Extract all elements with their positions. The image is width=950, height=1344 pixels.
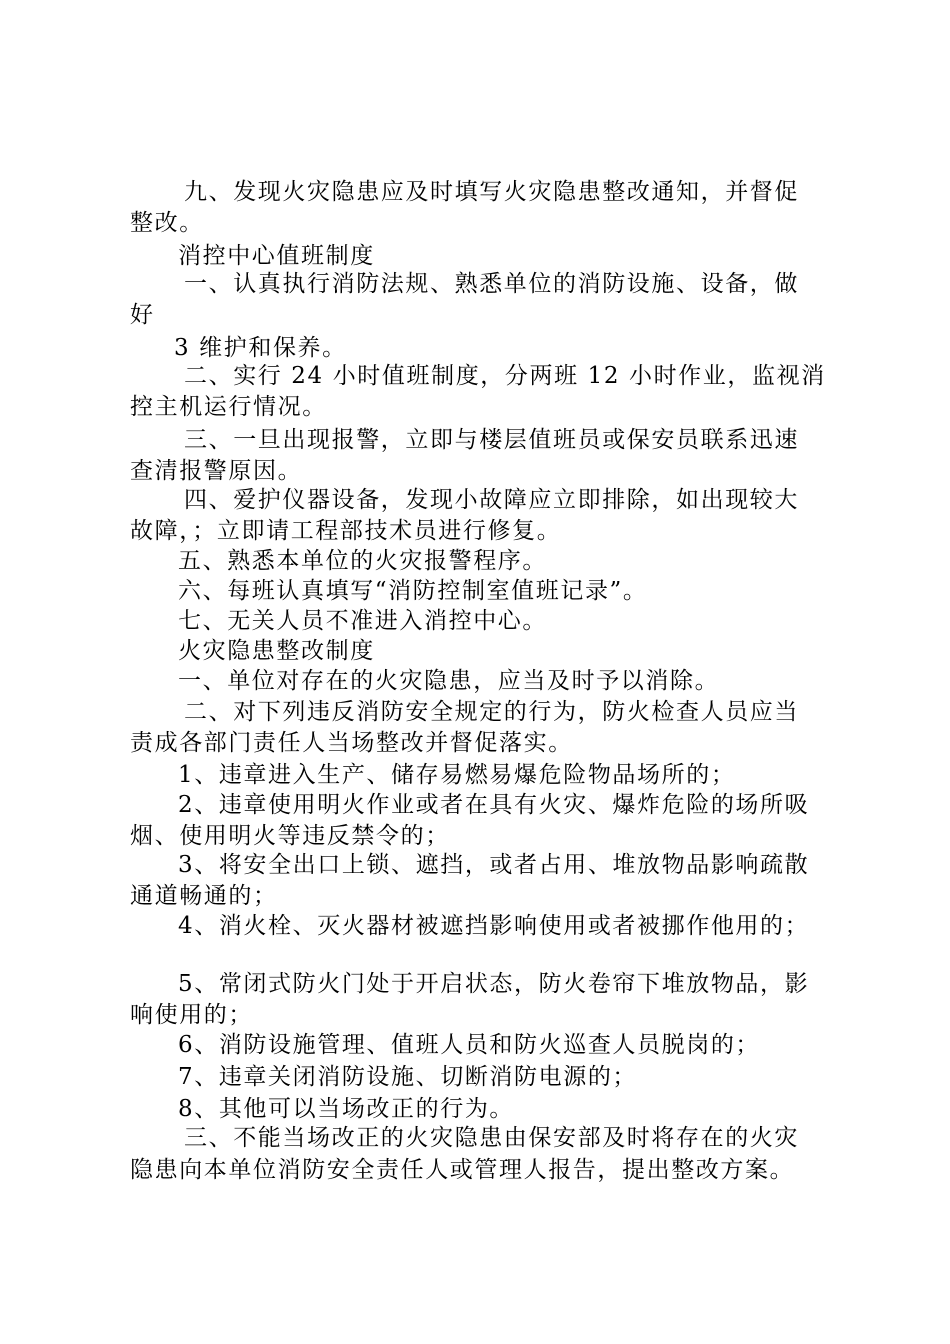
- paragraph-line: 查清报警原因。: [130, 458, 303, 484]
- paragraph-line: 责成各部门责任人当场整改并督促落实。: [130, 730, 573, 756]
- paragraph-line: 九、发现火灾隐患应及时填写火灾隐患整改通知，并督促: [184, 179, 799, 205]
- list-item-continuation: 通道畅通的；: [130, 883, 278, 909]
- section-heading: 消控中心值班制度: [178, 243, 375, 269]
- paragraph-line: 好: [130, 302, 155, 328]
- list-item: 5、常闭式防火门处于开启状态，防火卷帘下堆放物品，影: [178, 971, 810, 997]
- paragraph-line: 故障，；立即请工程部技术员进行修复。: [130, 518, 562, 544]
- paragraph-line: 六、每班认真填写“消防控制室值班记录”。: [178, 578, 648, 604]
- paragraph-line: 一、认真执行消防法规、熟悉单位的消防设施、设备，做: [184, 271, 799, 297]
- paragraph-line: 一、单位对存在的火灾隐患，应当及时予以消除。: [178, 668, 720, 694]
- list-item-continuation: 响使用的；: [130, 1002, 253, 1028]
- list-item: 7、违章关闭消防设施、切断消防电源的；: [178, 1064, 638, 1090]
- list-item: 1、违章进入生产、储存易燃易爆危险物品场所的；: [178, 762, 736, 788]
- list-item: 8、其他可以当场改正的行为。: [178, 1096, 515, 1122]
- paragraph-line: 四、爱护仪器设备，发现小故障应立即排除，如出现较大: [184, 487, 799, 513]
- paragraph-line: 3 维护和保养。: [174, 335, 347, 361]
- paragraph-line: 七、无关人员不准进入消控中心。: [178, 608, 547, 634]
- paragraph-line: 二、实行 24 小时值班制度，分两班 12 小时作业，监视消: [184, 363, 826, 389]
- paragraph-line: 整改。: [130, 210, 204, 236]
- paragraph-line: 二、对下列违反消防安全规定的行为，防火检查人员应当: [184, 699, 799, 725]
- list-item-continuation: 烟、使用明火等违反禁令的；: [130, 823, 450, 849]
- section-heading: 火灾隐患整改制度: [178, 638, 375, 664]
- paragraph-line: 三、一旦出现报警，立即与楼层值班员或保安员联系迅速: [184, 427, 799, 453]
- list-item: 4、消火栓、灭火器材被遮挡影响使用或者被挪作他用的；: [178, 913, 810, 939]
- list-item: 3、将安全出口上锁、遮挡，或者占用、堆放物品影响疏散: [178, 852, 810, 878]
- paragraph-line: 三、不能当场改正的火灾隐患由保安部及时将存在的火灾: [184, 1125, 799, 1151]
- list-item: 2、违章使用明火作业或者在具有火灾、爆炸危险的场所吸: [178, 792, 810, 818]
- list-item: 6、消防设施管理、值班人员和防火巡查人员脱岗的；: [178, 1032, 761, 1058]
- paragraph-line: 控主机运行情况。: [130, 394, 327, 420]
- paragraph-line: 五、熟悉本单位的火灾报警程序。: [178, 548, 547, 574]
- paragraph-line: 隐患向本单位消防安全责任人或管理人报告，提出整改方案。: [130, 1157, 795, 1183]
